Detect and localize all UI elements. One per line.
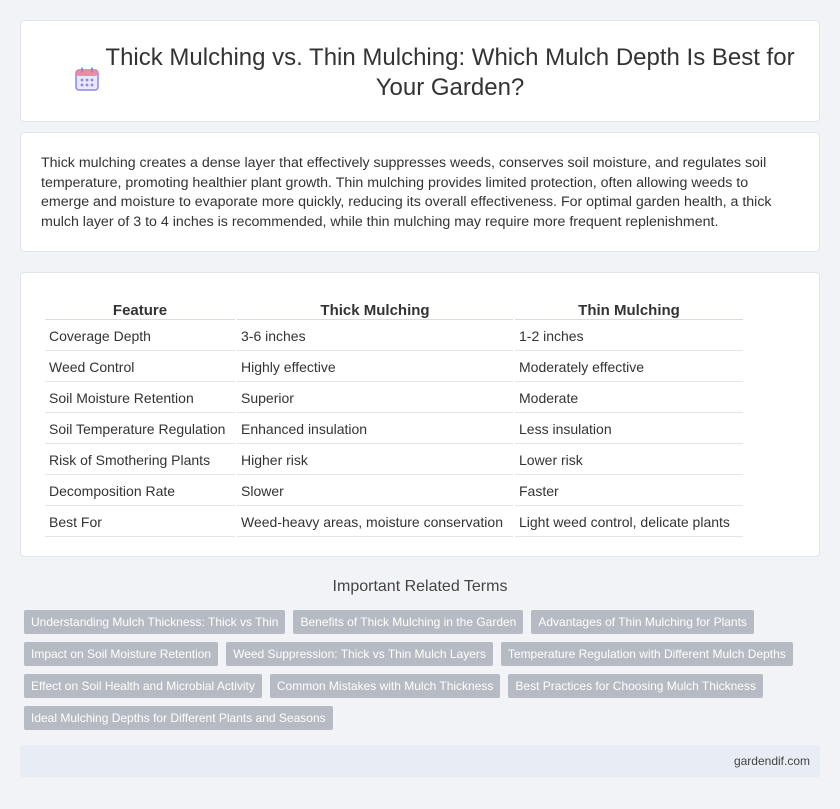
page-title: Thick Mulching vs. Thin Mulching: Which Mulch Depth Is Best for Your Garden?: [105, 44, 795, 101]
table-cell: Coverage Depth: [45, 322, 235, 351]
related-terms-tags: [24, 610, 804, 738]
table-row: [45, 322, 743, 351]
table-row: [45, 477, 743, 506]
table-header-row: [45, 295, 743, 320]
related-term-tag[interactable]: Advantages of Thin Mulching for Plants: [531, 610, 754, 634]
table-cell: Less insulation: [515, 415, 743, 444]
table-cell: Moderate: [515, 384, 743, 413]
table-row: [45, 446, 743, 475]
related-term-tag[interactable]: Effect on Soil Health and Microbial Activity: [24, 674, 262, 698]
related-term-tag[interactable]: Ideal Mulching Depths for Different Plants and Seasons: [24, 706, 333, 730]
related-term-tag[interactable]: Common Mistakes with Mulch Thickness: [270, 674, 501, 698]
table-cell: Decomposition Rate: [45, 477, 235, 506]
header-thick-mulching: Thick Mulching: [237, 295, 513, 320]
table-row: [45, 508, 743, 537]
tag-row: [24, 610, 804, 634]
table-row: [45, 384, 743, 413]
title-card: [20, 20, 820, 122]
related-term-tag[interactable]: Understanding Mulch Thickness: Thick vs Thin: [24, 610, 285, 634]
table-cell: 3-6 inches: [237, 322, 513, 351]
table-cell: Best For: [45, 508, 235, 537]
intro-card: [20, 132, 820, 252]
table-cell: Soil Moisture Retention: [45, 384, 235, 413]
table-cell: Faster: [515, 477, 743, 506]
intro-paragraph: Thick mulching creates a dense layer that effectively suppresses weeds, conserves soil moisture, and regulates soil temperature, promoting healthier plant growth. Thin mulching provides limited protection, often allowing weeds to emerge and moisture to evaporate more quickly, reducing its overall effectiveness. For optimal garden health, a thick mulch layer of 3 to 4 inches is recommended, while thin mulching may require more frequent replenishment.: [41, 155, 772, 230]
related-term-tag[interactable]: Best Practices for Choosing Mulch Thickness: [508, 674, 763, 698]
related-terms-title: Important Related Terms: [332, 578, 508, 595]
footer-site-link[interactable]: gardendif.com: [733, 754, 810, 768]
table-cell: Weed-heavy areas, moisture conservation: [237, 508, 513, 537]
table-row: [45, 415, 743, 444]
footer: [20, 745, 820, 777]
header-feature: Feature: [45, 295, 235, 320]
table-cell: Enhanced insulation: [237, 415, 513, 444]
tag-row: [24, 706, 804, 730]
table-cell: Risk of Smothering Plants: [45, 446, 235, 475]
calendar-icon: [73, 65, 101, 93]
table-cell: 1-2 inches: [515, 322, 743, 351]
tag-row: [24, 642, 804, 666]
related-term-tag[interactable]: Temperature Regulation with Different Mulch Depths: [501, 642, 793, 666]
table-cell: Higher risk: [237, 446, 513, 475]
table-cell: Slower: [237, 477, 513, 506]
related-term-tag[interactable]: Benefits of Thick Mulching in the Garden: [293, 610, 523, 634]
comparison-table: [43, 293, 745, 539]
related-term-tag[interactable]: Impact on Soil Moisture Retention: [24, 642, 218, 666]
table-cell: Soil Temperature Regulation: [45, 415, 235, 444]
table-cell: Highly effective: [237, 353, 513, 382]
table-cell: Weed Control: [45, 353, 235, 382]
table-row: [45, 353, 743, 382]
table-cell: Lower risk: [515, 446, 743, 475]
comparison-table-card: [20, 272, 820, 557]
header-thin-mulching: Thin Mulching: [515, 295, 743, 320]
table-cell: Superior: [237, 384, 513, 413]
table-cell: Light weed control, delicate plants: [515, 508, 743, 537]
tag-row: [24, 674, 804, 698]
table-cell: Moderately effective: [515, 353, 743, 382]
related-term-tag[interactable]: Weed Suppression: Thick vs Thin Mulch Layers: [226, 642, 493, 666]
